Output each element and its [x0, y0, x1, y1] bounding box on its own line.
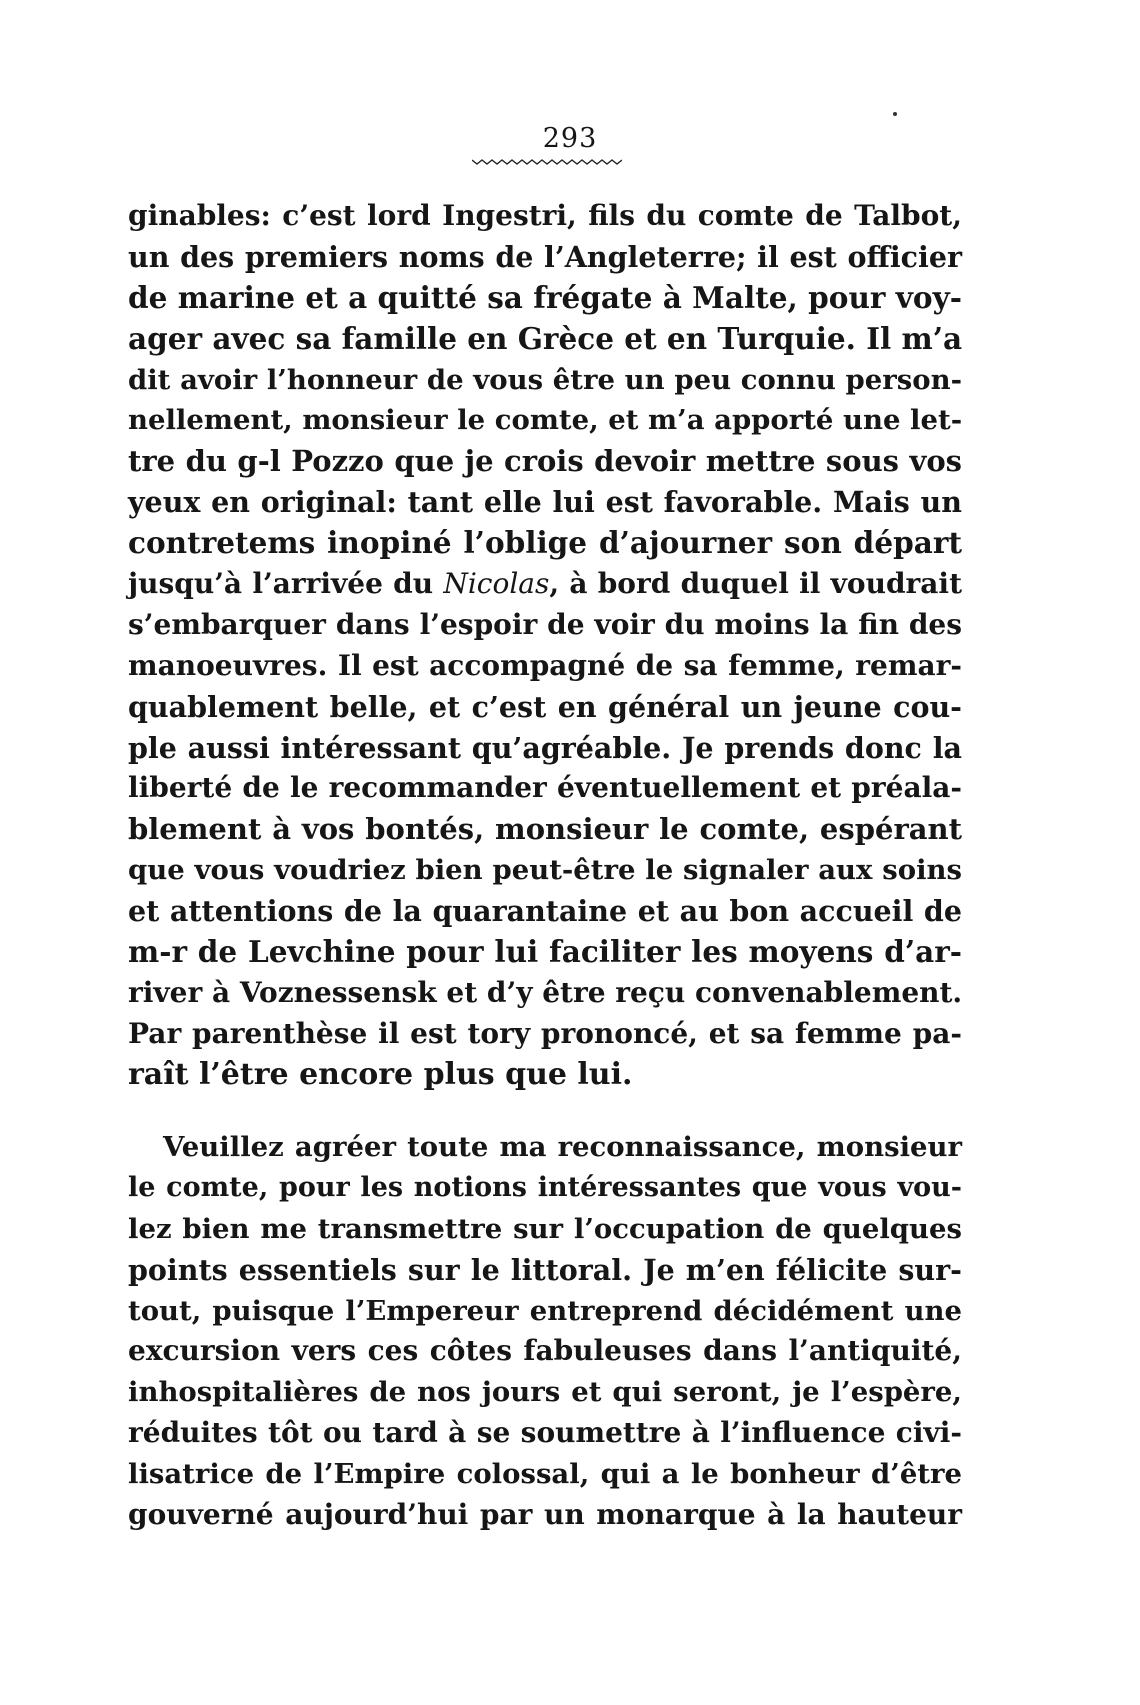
text-line: ginables: c’est lord Ingestri, fils du comte de Talbot, — [128, 199, 962, 232]
text-line: quablement belle, et c’est en général un jeune cou- — [128, 689, 962, 724]
paragraph-1 — [128, 196, 962, 1096]
text-line: lisatrice de l’Empire colossal, qui a le bonheur d’être — [128, 1458, 962, 1491]
text-line: tre du g-l Pozzo que je crois devoir mettre sous vos — [128, 444, 962, 479]
text-line: points essentiels sur le littoral. Je m’en félicite sur- — [128, 1252, 962, 1287]
text-line: lez bien me transmettre sur l’occupation de quelques — [128, 1212, 962, 1245]
text-line: le comte, pour les notions intéressantes que vous vou- — [128, 1171, 962, 1203]
text-line: Veuillez agréer toute ma reconnaissance, monsieur — [163, 1131, 962, 1163]
text-line: s’embarquer dans l’espoir de voir du moins la fin des — [128, 607, 962, 641]
text-line: que vous voudriez bien peut-être le signaler aux soins — [128, 854, 962, 887]
text-line: m-r de Levchine pour lui faciliter les moyens d’ar- — [128, 934, 962, 970]
page-number: 293 — [542, 123, 598, 154]
text-line: river à Voznessensk et d’y être reçu convenablement. — [128, 975, 963, 1009]
text-line: liberté de le recommander éventuellement et préala- — [128, 771, 962, 805]
text-line: dit avoir l’honneur de vous être un peu connu person- — [128, 363, 962, 396]
paragraph-2 — [128, 1127, 962, 1536]
text-line: raît l’être encore plus que lui. — [128, 1056, 633, 1092]
text-line: nellement, monsieur le comte, et m’a apporté une let- — [128, 404, 963, 437]
page-number-wavy-rule — [472, 158, 622, 166]
text-line: jusqu’à l’arrivée du Nicolas, à bord duquel il voudrait — [128, 567, 962, 601]
text-line: tout, puisque l’Empereur entreprend décidément une — [128, 1294, 962, 1327]
ship-name-italic: Nicolas — [443, 567, 550, 601]
text-line: manoeuvres. Il est accompagné de sa femme, remar- — [128, 648, 962, 682]
text-line: excursion vers ces côtes fabuleuses dans l’antiquité, — [128, 1334, 962, 1368]
text-line: contretems inopiné l’oblige d’ajourner son départ — [128, 525, 962, 561]
text-line: Par parenthèse il est tory prononcé, et sa femme pa- — [128, 1016, 962, 1050]
text-line: de marine et a quitté sa frégate à Malte, pour voy- — [128, 279, 962, 315]
text-line: réduites tôt ou tard à se soumettre à l’influence civi- — [128, 1416, 962, 1450]
text-line: un des premiers noms de l’Angleterre; il est officier — [128, 239, 962, 274]
text-line: gouverné aujourd’hui par un monarque à la hauteur — [128, 1498, 962, 1532]
text-line: inhospitalières de nos jours et qui seront, je l’espère, — [128, 1376, 962, 1409]
text-line: yeux en original: tant elle lui est favorable. Mais un — [128, 485, 962, 520]
text-line: ple aussi intéressant qu’agréable. Je prends donc la — [128, 730, 962, 765]
text-line: ager avec sa famille en Grèce et en Turquie. Il m’a — [128, 320, 963, 356]
stray-ink-dot — [893, 112, 897, 116]
text-line: blement à vos bontés, monsieur le comte, espérant — [128, 812, 962, 847]
text-line: et attentions de la quarantaine et au bon accueil de — [128, 894, 962, 929]
